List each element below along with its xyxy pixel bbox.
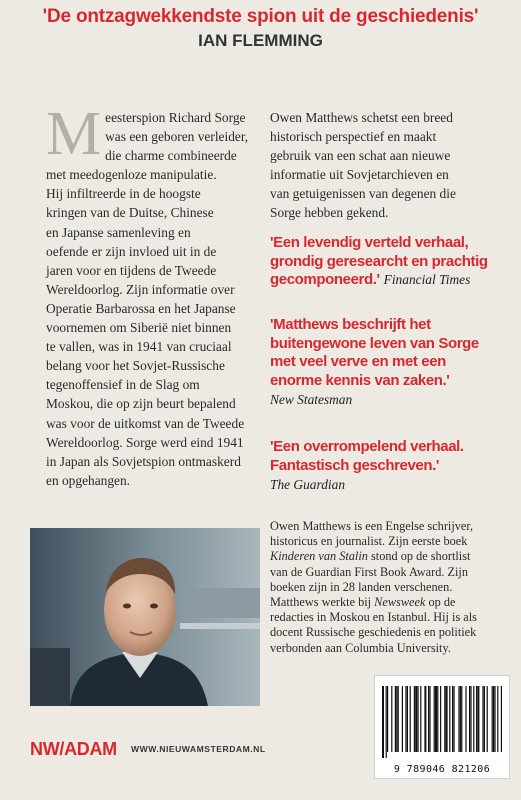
context-line: gebruik van een schat aan nieuwe: [270, 148, 451, 164]
synopsis-line: Operatie Barbarossa en het Japanse: [46, 300, 236, 316]
quote-author: IAN FLEMMING: [198, 31, 323, 50]
synopsis-line: met meedogenloze manipulatie.: [46, 167, 217, 183]
bio-line: historicus en journalist. Zijn eerste boek: [270, 534, 468, 549]
review-quote-line: 'Een overrompelend verhaal.: [270, 438, 464, 455]
synopsis-line: Hij infiltreerde in de hoogste: [46, 186, 201, 202]
synopsis-line: kringen van de Duitse, Chinese: [46, 205, 214, 221]
author-bio: [270, 519, 505, 656]
bio-line: verbonden aan Columbia University.: [270, 640, 451, 655]
context-line: van getuigenissen van degenen die: [270, 186, 456, 202]
context-line: informatie uit Sovjetarchieven en: [270, 167, 449, 183]
bio-line: docent Russische geschiedenis en politiek: [270, 625, 477, 640]
review-quote-line: met veel verve en met een: [270, 353, 446, 370]
review-source: The Guardian: [270, 477, 346, 492]
synopsis-line: en opgehangen.: [46, 472, 131, 488]
synopsis-line: Wereldoorlog. Zijn informatie over: [46, 281, 235, 297]
synopsis-line: jaren voor en tijdens de Tweede: [46, 262, 217, 278]
isbn-number: 9 789046 821206: [393, 764, 491, 775]
author-photo: [30, 528, 260, 706]
bio-line: boeken zijn in 28 landen verschenen.: [270, 579, 453, 594]
top-quote: 'De ontzagwekkendste spion uit de geschiedenis': [42, 6, 479, 27]
review-quote-line: gecomponeerd.' Financial Times: [270, 271, 471, 288]
bio-text: stond op de shortlist: [367, 549, 471, 564]
review-quote-line: buitengewone leven van Sorge: [270, 334, 479, 352]
synopsis-line: te vallen, was in 1941 van cruciaal: [46, 339, 232, 355]
bio-text: op de: [425, 595, 456, 610]
review-3: [270, 438, 505, 495]
synopsis-column: [46, 100, 258, 490]
review-source: Financial Times: [383, 272, 471, 287]
synopsis-line: eesterspion Richard Sorge: [105, 110, 246, 125]
synopsis-line: belang voor het Sovjet-Russische: [46, 358, 225, 374]
bio-line: redacties in Moskou en Istanbul. Hij is als: [270, 610, 477, 625]
review-quote-line: Fantastisch geschreven.': [270, 456, 440, 474]
synopsis-line: oefende er zijn invloed uit in de: [46, 243, 217, 259]
drop-cap: M: [46, 100, 102, 168]
synopsis-line: die charme combineerde: [105, 148, 237, 164]
synopsis-line: Wereldoorlog. Sorge werd eind 1941: [46, 434, 244, 450]
synopsis-line: voornemen om Siberië niet binnen: [46, 320, 232, 336]
review-quote-line: 'Matthews beschrijft het: [270, 316, 431, 333]
bio-line: [270, 595, 505, 610]
barcode-bars: [375, 682, 509, 762]
review-quote-line: 'Een levendig verteld verhaal,: [270, 234, 469, 251]
bio-text: Matthews werkte bij: [270, 595, 375, 610]
review-quote-line: grondig geresearcht en prachtig: [270, 252, 488, 270]
synopsis-line: tegenoffensief in de Slag om: [46, 377, 200, 393]
magazine-title: Newsweek: [374, 595, 426, 610]
synopsis-text: [46, 100, 258, 490]
barcode: [374, 675, 510, 779]
review-quote-line: enorme kennis van zaken.': [270, 371, 450, 389]
bio-line: [270, 549, 505, 564]
synopsis-line: was voor de uitkomst van de Tweede: [46, 415, 245, 431]
context-paragraph: [270, 108, 495, 223]
context-line: historisch perspectief en maakt: [270, 129, 437, 145]
bio-line: van de Guardian First Book Award. Zijn: [270, 564, 468, 579]
book-title: Kinderen van Stalin: [270, 549, 368, 564]
publisher-url: WWW.NIEUWAMSTERDAM.NL: [131, 744, 266, 754]
synopsis-line: Moskou, die op zijn beurt bepalend: [46, 396, 236, 412]
synopsis-line: en Japanse samenleving en: [46, 224, 191, 240]
publisher-logo: NW/ADAM: [30, 739, 117, 759]
review-1: [270, 234, 505, 290]
review-source: New Statesman: [270, 392, 353, 407]
context-line: Sorge hebben gekend.: [270, 205, 389, 221]
synopsis-line: in Japan als Sovjetspion ontmaskerd: [46, 453, 241, 469]
bio-line: Owen Matthews is een Engelse schrijver,: [270, 519, 474, 533]
author-photo-image: [30, 528, 260, 706]
context-line: Owen Matthews schetst een breed: [270, 110, 453, 125]
review-2: [270, 316, 505, 410]
synopsis-line: was een geboren verleider,: [105, 129, 249, 145]
